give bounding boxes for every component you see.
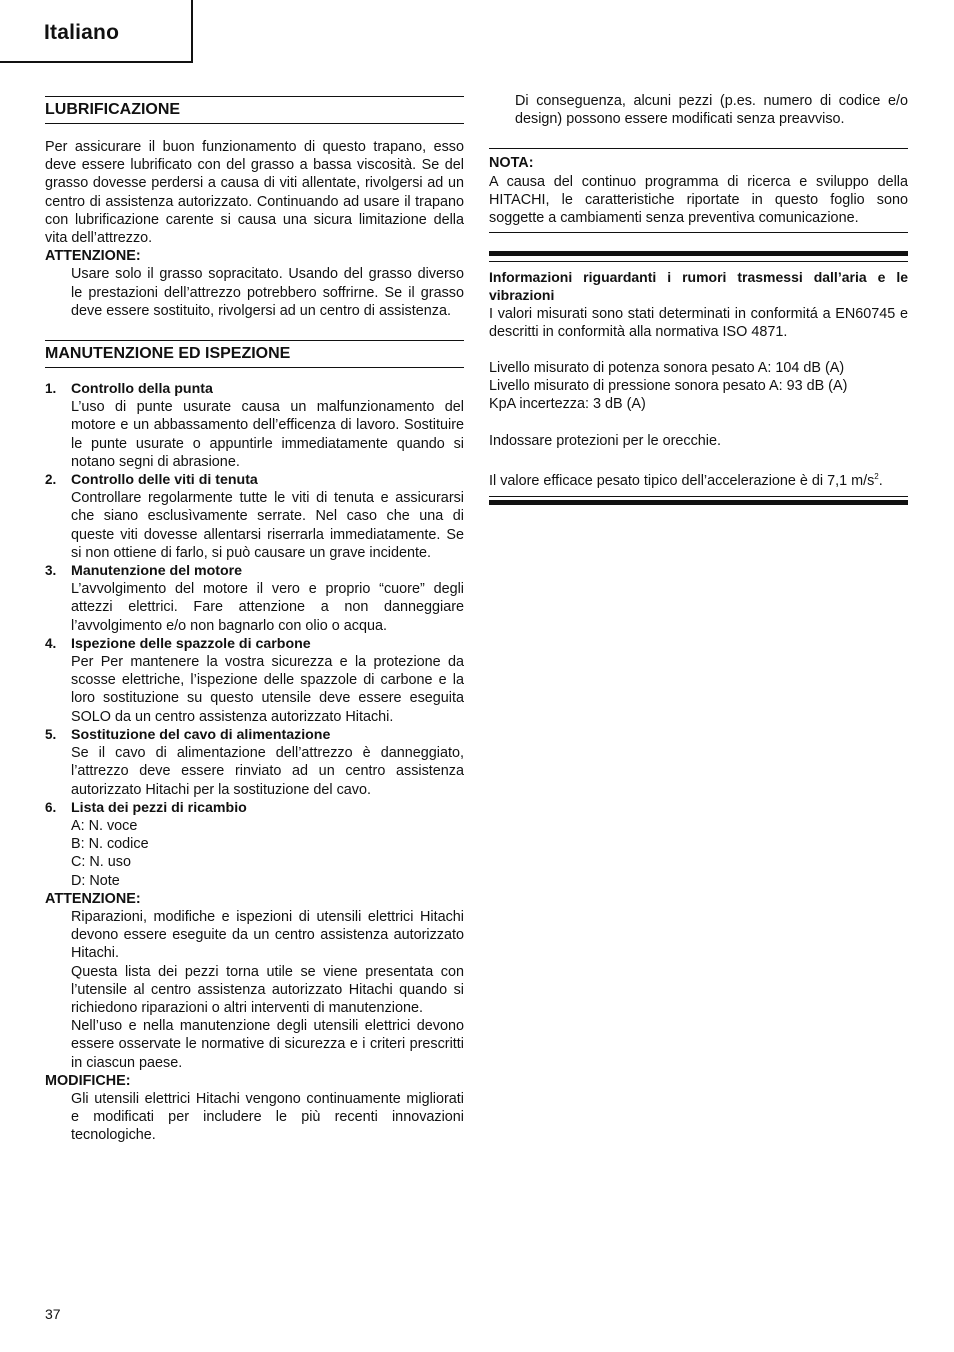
sound-power-level: Livello misurato di potenza sonora pesato A: 104 dB (A) <box>489 360 845 377</box>
parts-list-entry: A: N. voce <box>71 817 138 834</box>
item-number: 1. <box>45 381 57 397</box>
item-number: 3. <box>45 563 57 579</box>
item-title: Sostituzione del cavo di alimentazione <box>71 726 331 743</box>
note-label: NOTA: <box>489 155 534 172</box>
item-number: 5. <box>45 726 57 742</box>
modifications-text: Gli utensili elettrici Hitachi vengono continuamente migliorati e modificati per includere le più recenti innovazioni tecnologiche. <box>71 1090 464 1144</box>
maintenance-item <box>45 471 464 562</box>
page-number: 37 <box>45 1306 61 1322</box>
lubrication-heading: LUBRIFICAZIONE <box>45 96 464 124</box>
left-column <box>45 96 464 1145</box>
item-text: L’avvolgimento del motore il vero e proprio “cuore” degli attezzi elettrici. Fare attenzione a non danneggiare l’avvolgimento e/o non bagnarlo con olio o acqua. <box>71 581 464 634</box>
note-text: A causa del continuo programma di ricerca e sviluppo della HITACHI, le caratteristiche riportate in questo foglio sono soggette a cambiamenti senza preventiva comunicazione. <box>489 173 908 227</box>
item-number: 2. <box>45 472 57 488</box>
lubrication-caution-label: ATTENZIONE: <box>45 248 141 265</box>
item-number: 6. <box>45 799 57 815</box>
item-title: Controllo delle viti di tenuta <box>71 472 258 489</box>
lubrication-body: Per assicurare il buon funzionamento di questo trapano, esso deve essere lubrificato con del grasso a bassa viscosità. Se del grasso dovesse perdersi a causa di viti allentate, rivolgersi ad un centro di assistenza autorizzato. Continuando ad usare il trapano con lubrificazione carente si causa una sicura limitazione della vita dell’attrezzo. <box>45 139 464 247</box>
right-column <box>489 92 908 505</box>
maintenance-item <box>45 799 464 890</box>
language-title: Italiano <box>44 21 120 44</box>
lubrication-caution-text: Usare solo il grasso sopracitato. Usando del grasso diverso le prestazioni dell’attrezzo potrebbero soffrirne. Se il grasso deve essere sostituito, rivolgersi ad un centro di assistenza. <box>71 266 464 319</box>
item-title: Ispezione delle spazzole di carbone <box>71 635 311 652</box>
maintenance-caution-label: ATTENZIONE: <box>45 890 141 907</box>
parts-list-entry: C: N. uso <box>71 854 131 871</box>
parts-list-entry: B: N. codice <box>71 836 149 853</box>
caution-paragraph: Riparazioni, modifiche e ispezioni di utensili elettrici Hitachi devono essere eseguite da un centro assistenza autorizzato Hitachi. <box>71 908 464 962</box>
item-text: Se il cavo di alimentazione dell’attrezzo è danneggiato, l’attrezzo deve essere rinviato ad un centro assistenza autorizzato Hitachi per la sostituzione del cavo. <box>71 745 464 798</box>
maintenance-item <box>45 726 464 799</box>
modifications-continuation: Di conseguenza, alcuni pezzi (p.es. numero di codice e/o design) possono essere modificati senza preavviso. <box>515 93 908 128</box>
maintenance-heading: MANUTENZIONE ED ISPEZIONE <box>45 340 464 368</box>
item-number: 4. <box>45 635 57 651</box>
uncertainty-value: KpA incertezza: 3 dB (A) <box>489 396 646 413</box>
item-text: L’uso di punte usurate causa un malfunzionamento del motore e un abbassamento dell’efficenza di lavoro. Sostituire le punte usurate o appuntirle immediatamente quando si notano segni di abrasione. <box>71 399 464 470</box>
noise-intro: I valori misurati sono stati determinati in conformitá a EN60745 e descritti in conformità alla normativa ISO 4871. <box>489 305 908 340</box>
vibration-value: Il valore efficace pesato tipico dell’accelerazione è di 7,1 m/s <box>489 472 875 489</box>
item-title: Manutenzione del motore <box>71 563 243 580</box>
item-title: Lista dei pezzi di ricambio <box>71 799 247 816</box>
parts-list-entry: D: Note <box>71 872 120 889</box>
item-title: Controllo della punta <box>71 381 213 398</box>
vibration-end: . <box>878 472 883 489</box>
sound-pressure-level: Livello misurato di pressione sonora pesato A: 93 dB (A) <box>489 378 848 395</box>
thick-divider <box>489 500 908 505</box>
maintenance-item <box>45 562 464 635</box>
maintenance-item <box>45 380 464 471</box>
vibration-text <box>489 472 908 490</box>
noise-heading: Informazioni riguardanti i rumori trasmessi dall’aria e le vibrazioni <box>489 269 908 304</box>
modifications-label: MODIFICHE: <box>45 1072 131 1089</box>
caution-paragraph: Nell’uso e nella manutenzione degli utensili elettrici devono essere osservate le normative di sicurezza e i criteri prescritti in ciascun paese. <box>71 1018 464 1071</box>
caution-paragraph: Questa lista dei pezzi torna utile se viene presentata con l’utensile al centro assistenza autorizzato Hitachi quando si richiedono riparazioni o altri interventi di manutenzione. <box>71 963 464 1016</box>
maintenance-item <box>45 635 464 726</box>
item-text: Controllare regolarmente tutte le viti di tenuta e assicurarsi che siano esclusìvamente serrate. Nel caso che una di queste viti dovesse allentarsi riserrarla immediatamente. Se si non ottiene di farlo, si può causare un grave incidente. <box>71 490 464 561</box>
ear-protection-note: Indossare protezioni per le orecchie. <box>489 432 721 449</box>
item-text: Per Per mantenere la vostra sicurezza e la protezione da scosse elettriche, l’ispezione delle spazzole di carbone e la loro sostituzione su questo utensile deve essere eseguita SOLO da un centro assistenza autorizzato Hitachi. <box>71 654 464 725</box>
vibration-unit-exponent: 2 <box>874 471 879 481</box>
